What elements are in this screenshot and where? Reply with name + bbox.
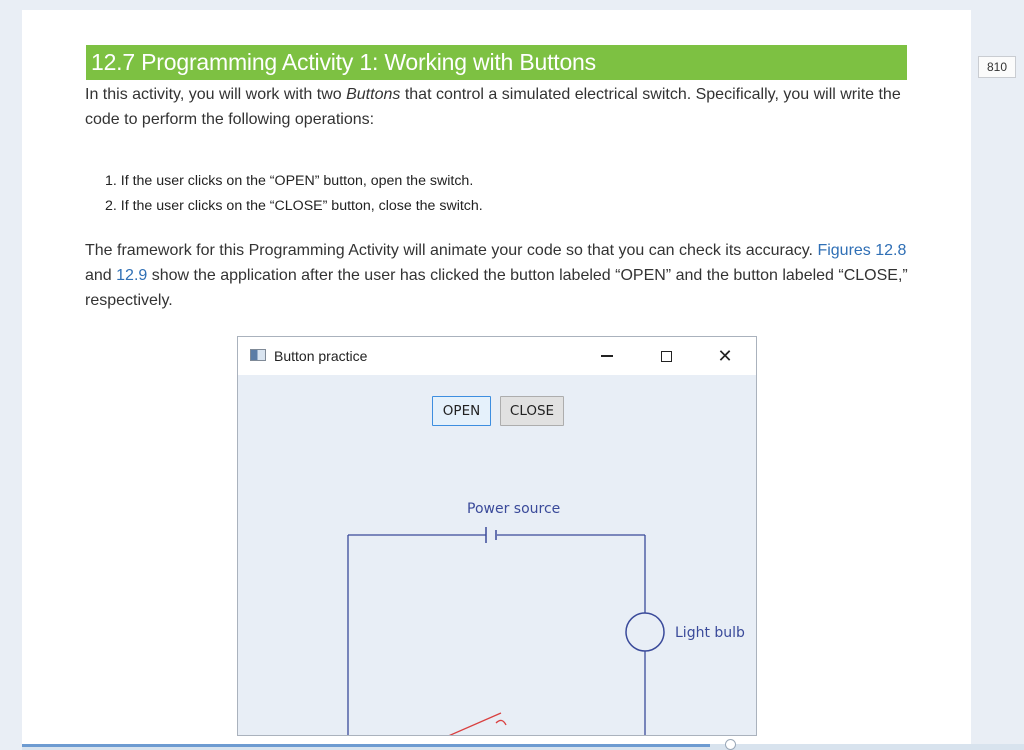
maximize-button[interactable] [651,343,681,369]
battery-icon [486,527,496,543]
maximize-icon [661,351,672,362]
section-heading: 12.7 Programming Activity 1: Working with Buttons [91,49,596,75]
close-button[interactable]: CLOSE [500,396,564,426]
scroll-handle[interactable] [725,739,736,750]
power-source-label: Power source [467,501,561,517]
intro-emphasis: Buttons [346,86,401,103]
close-icon: ✕ [717,345,733,366]
circuit-diagram [238,375,757,736]
minimize-button[interactable] [592,343,622,369]
intro-text-1: In this activity, you will work with two [85,86,347,103]
minimize-icon [601,355,613,357]
light-bulb-icon [626,613,664,651]
figure-12-9-link[interactable]: 12.9 [116,267,148,284]
framework-text-3: show the application after the user has clicked the button labeled “OPEN” and the button labeled “CLOSE,” respectively. [85,267,908,309]
window-content [238,375,756,736]
intro-text-2: that control a simulated electrical switch. Specifically, you will write the code to perform the following operations: [85,86,901,128]
framework-paragraph [85,238,915,313]
horizontal-scrollbar[interactable] [22,744,1024,750]
figure-12-8-link[interactable]: Figures 12.8 [817,242,907,259]
switch-arm [446,713,501,736]
light-bulb-label: Light bulb [675,625,745,641]
list-item: 1. If the user clicks on the “OPEN” button, open the switch. [105,173,474,189]
framework-text-1: The framework for this Programming Activity will animate your code so that you can check its accuracy. [85,242,818,259]
intro-paragraph [85,82,915,132]
scroll-progress [22,744,710,747]
circuit-wires [348,535,645,736]
app-window-icon [250,349,266,361]
window-titlebar[interactable] [238,337,756,375]
page-number-badge: 810 [978,56,1016,78]
open-button[interactable]: OPEN [432,396,491,426]
steps-list [105,169,483,219]
switch-contact [496,720,506,725]
close-window-button[interactable] [710,343,740,369]
button-practice-window [237,336,757,736]
section-heading-bar [86,45,907,80]
window-title: Button practice [274,348,368,364]
list-item: 2. If the user clicks on the “CLOSE” button, close the switch. [105,198,483,214]
framework-text-2: and [85,267,117,284]
